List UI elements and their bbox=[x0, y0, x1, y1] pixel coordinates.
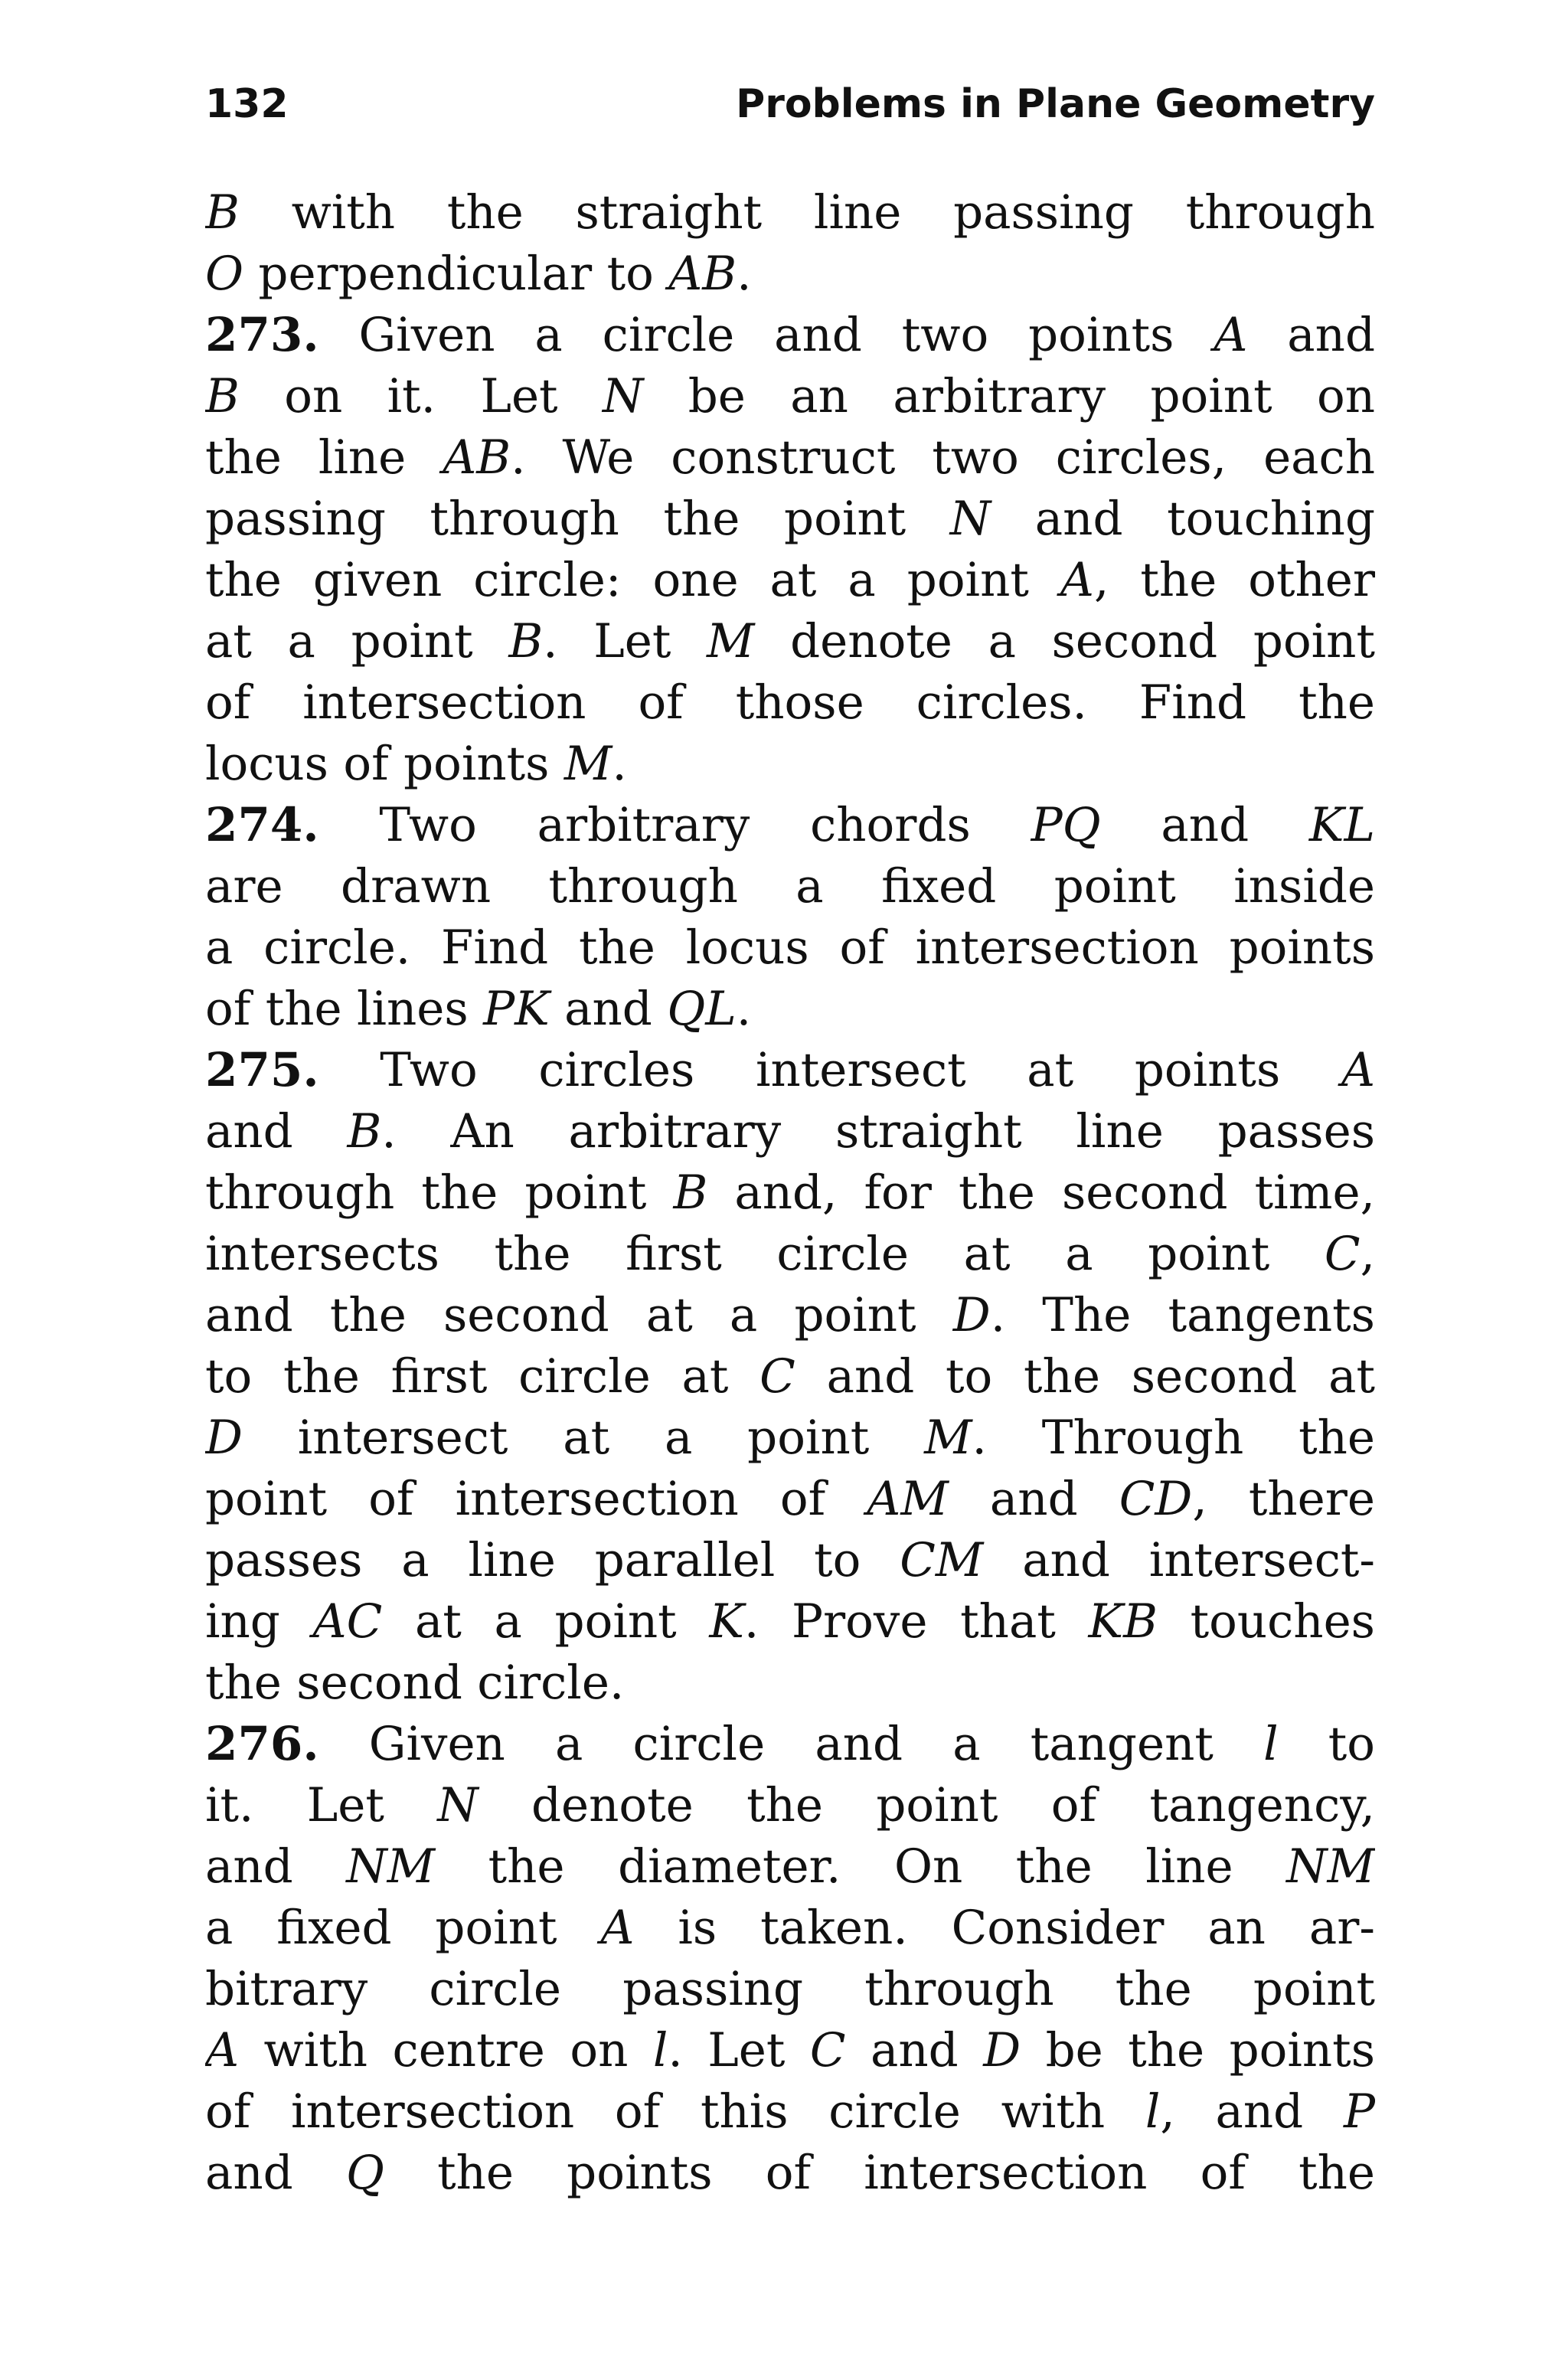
text-segment: point of intersection of bbox=[205, 1472, 867, 1526]
math-symbol: l bbox=[1145, 2084, 1161, 2139]
math-symbol: M bbox=[707, 614, 755, 669]
math-symbol: A bbox=[205, 2023, 240, 2078]
text-segment: perpendicular to bbox=[243, 247, 669, 301]
math-symbol: M bbox=[924, 1411, 972, 1465]
text-line bbox=[205, 1530, 1375, 1591]
running-title: Problems in Plane Geometry bbox=[736, 81, 1375, 127]
text-line bbox=[205, 1898, 1375, 1959]
text-line bbox=[205, 305, 1375, 366]
math-symbol: C bbox=[1324, 1227, 1361, 1281]
math-symbol: P bbox=[1343, 2084, 1375, 2139]
text-segment: . Let bbox=[543, 614, 707, 669]
text-segment: Two circles intersect at points bbox=[318, 1043, 1341, 1097]
text-segment: and bbox=[845, 2023, 984, 2078]
text-segment: . Through the bbox=[972, 1411, 1375, 1465]
text-segment: at a point bbox=[382, 1594, 710, 1649]
math-symbol: QL bbox=[667, 982, 737, 1036]
text-line bbox=[205, 2020, 1375, 2081]
math-symbol: D bbox=[205, 1411, 243, 1465]
problem-number: 275. bbox=[205, 1043, 319, 1097]
text-line bbox=[205, 672, 1375, 734]
text-line bbox=[205, 427, 1375, 489]
text-segment: Two arbitrary chords bbox=[318, 798, 1031, 852]
text-line bbox=[205, 795, 1375, 856]
text-segment: at a point bbox=[205, 614, 509, 669]
text-segment: . bbox=[736, 982, 752, 1036]
text-segment: be the points bbox=[1021, 2023, 1375, 2078]
text-line bbox=[205, 1775, 1375, 1836]
text-segment: are drawn through a fixed point inside bbox=[205, 859, 1375, 914]
text-line bbox=[205, 1101, 1375, 1162]
text-segment: and bbox=[549, 982, 668, 1036]
text-segment: the second circle. bbox=[205, 1656, 625, 1710]
text-line bbox=[205, 244, 1375, 305]
text-segment: and, for the second time, bbox=[707, 1165, 1375, 1220]
text-segment: the given circle: one at a point bbox=[205, 553, 1060, 607]
math-symbol: D bbox=[983, 2023, 1021, 2078]
text-line bbox=[205, 1224, 1375, 1285]
text-line bbox=[205, 1162, 1375, 1224]
math-symbol: A bbox=[1341, 1043, 1375, 1097]
text-segment: , bbox=[1360, 1227, 1375, 1281]
text-segment: and touching bbox=[991, 492, 1375, 546]
text-line bbox=[205, 550, 1375, 611]
text-segment: of intersection of this circle with bbox=[205, 2084, 1145, 2139]
problem-number: 273. bbox=[205, 308, 319, 362]
math-symbol: NM bbox=[1286, 1839, 1375, 1894]
math-symbol: A bbox=[600, 1901, 635, 1955]
text-segment: , there bbox=[1192, 1472, 1375, 1526]
text-segment: denote the point of tangency, bbox=[478, 1778, 1375, 1832]
math-symbol: N bbox=[949, 492, 991, 546]
text-segment: passing through the point bbox=[205, 492, 950, 546]
math-symbol: M bbox=[564, 737, 612, 791]
math-symbol: B bbox=[673, 1165, 708, 1220]
text-segment: . bbox=[737, 247, 752, 301]
text-line bbox=[205, 1285, 1375, 1346]
text-line bbox=[205, 734, 1375, 795]
page-number: 132 bbox=[205, 81, 289, 127]
text-segment: to bbox=[1278, 1717, 1375, 1771]
text-segment: a fixed point bbox=[205, 1901, 601, 1955]
text-line bbox=[205, 1469, 1375, 1530]
math-symbol: l bbox=[1263, 1717, 1279, 1771]
text-segment: the points of intersection of the bbox=[384, 2146, 1375, 2200]
text-line bbox=[205, 1407, 1375, 1469]
text-segment: locus of points bbox=[205, 737, 564, 791]
math-symbol: K bbox=[709, 1594, 744, 1649]
text-segment: it. Let bbox=[205, 1778, 438, 1832]
text-segment: and the second at a point bbox=[205, 1288, 953, 1342]
problem-number: 274. bbox=[205, 798, 319, 852]
math-symbol: NM bbox=[346, 1839, 436, 1894]
math-symbol: PK bbox=[483, 982, 550, 1036]
math-symbol: AB bbox=[668, 247, 737, 301]
text-segment: denote a second point bbox=[754, 614, 1375, 669]
text-segment: of the lines bbox=[205, 982, 484, 1036]
text-segment: . bbox=[612, 737, 627, 791]
math-symbol: B bbox=[347, 1104, 382, 1159]
math-symbol: C bbox=[760, 1349, 795, 1404]
text-line bbox=[205, 1591, 1375, 1653]
text-line bbox=[205, 917, 1375, 979]
math-symbol: Q bbox=[345, 2146, 384, 2200]
math-symbol: CM bbox=[900, 1533, 984, 1587]
text-segment: . An arbitrary straight line passes bbox=[381, 1104, 1375, 1159]
text-line bbox=[205, 489, 1375, 550]
text-line bbox=[205, 182, 1375, 244]
text-segment: passes a line parallel to bbox=[205, 1533, 900, 1587]
math-symbol: CD bbox=[1119, 1472, 1193, 1526]
text-segment: the line bbox=[205, 430, 443, 485]
text-segment: with centre on bbox=[239, 2023, 653, 2078]
text-segment: be an arbitrary point on bbox=[643, 369, 1375, 423]
text-segment: intersects the first circle at a point bbox=[205, 1227, 1325, 1281]
math-symbol: D bbox=[952, 1288, 991, 1342]
math-symbol: A bbox=[1214, 308, 1248, 362]
text-segment: Given a circle and two points bbox=[318, 308, 1214, 362]
text-segment: a circle. Find the locus of intersection points bbox=[205, 920, 1375, 975]
math-symbol: C bbox=[809, 2023, 846, 2078]
math-symbol: B bbox=[508, 614, 544, 669]
math-symbol: AM bbox=[867, 1472, 949, 1526]
text-line bbox=[205, 856, 1375, 917]
text-line bbox=[205, 2143, 1375, 2204]
math-symbol: O bbox=[205, 247, 244, 301]
text-segment: and to the second at bbox=[795, 1349, 1375, 1404]
text-segment: Given a circle and a tangent bbox=[318, 1717, 1264, 1771]
text-line bbox=[205, 366, 1375, 427]
math-symbol: l bbox=[652, 2023, 668, 2078]
text-segment: and bbox=[948, 1472, 1119, 1526]
math-symbol: B bbox=[205, 369, 240, 423]
text-line bbox=[205, 2081, 1375, 2143]
text-segment: . Prove that bbox=[743, 1594, 1089, 1649]
text-segment: and bbox=[1100, 798, 1309, 852]
math-symbol: KB bbox=[1088, 1594, 1158, 1649]
text-segment: and bbox=[205, 2146, 346, 2200]
text-segment: with the straight line passing through bbox=[239, 185, 1375, 240]
text-line bbox=[205, 1346, 1375, 1407]
text-segment: , the other bbox=[1093, 553, 1375, 607]
text-segment: of intersection of those circles. Find the bbox=[205, 675, 1375, 730]
text-segment: on it. Let bbox=[239, 369, 603, 423]
math-symbol: AB bbox=[443, 430, 511, 485]
text-segment: . We construct two circles, each bbox=[511, 430, 1375, 485]
text-segment: ing bbox=[205, 1594, 313, 1649]
text-segment: bitrary circle passing through the point bbox=[205, 1962, 1375, 2016]
math-symbol: B bbox=[205, 185, 240, 240]
math-symbol: A bbox=[1060, 553, 1094, 607]
text-segment: . Let bbox=[668, 2023, 810, 2078]
text-segment: intersect at a point bbox=[242, 1411, 925, 1465]
text-line bbox=[205, 1040, 1375, 1101]
text-line bbox=[205, 1836, 1375, 1898]
page-header bbox=[205, 74, 1375, 135]
text-segment: and intersect- bbox=[983, 1533, 1375, 1587]
problem-number: 276. bbox=[205, 1717, 319, 1771]
text-segment: to the first circle at bbox=[205, 1349, 760, 1404]
math-symbol: N bbox=[602, 369, 644, 423]
text-segment: and bbox=[205, 1839, 347, 1894]
math-symbol: AC bbox=[312, 1594, 383, 1649]
text-segment: is taken. Consider an ar- bbox=[634, 1901, 1375, 1955]
text-segment: the diameter. On the line bbox=[435, 1839, 1287, 1894]
math-symbol: PQ bbox=[1031, 798, 1101, 852]
text-segment: and bbox=[1247, 308, 1375, 362]
text-segment: through the point bbox=[205, 1165, 674, 1220]
text-line bbox=[205, 979, 1375, 1040]
text-line bbox=[205, 1714, 1375, 1775]
math-symbol: N bbox=[437, 1778, 479, 1832]
math-symbol: KL bbox=[1308, 798, 1375, 852]
text-segment: . The tangents bbox=[990, 1288, 1375, 1342]
text-line bbox=[205, 1653, 1375, 1714]
text-segment: and bbox=[205, 1104, 348, 1159]
text-line bbox=[205, 1959, 1375, 2020]
text-segment: touches bbox=[1157, 1594, 1375, 1649]
text-line bbox=[205, 611, 1375, 672]
text-segment: , and bbox=[1160, 2084, 1344, 2139]
problem-text bbox=[205, 182, 1375, 2204]
